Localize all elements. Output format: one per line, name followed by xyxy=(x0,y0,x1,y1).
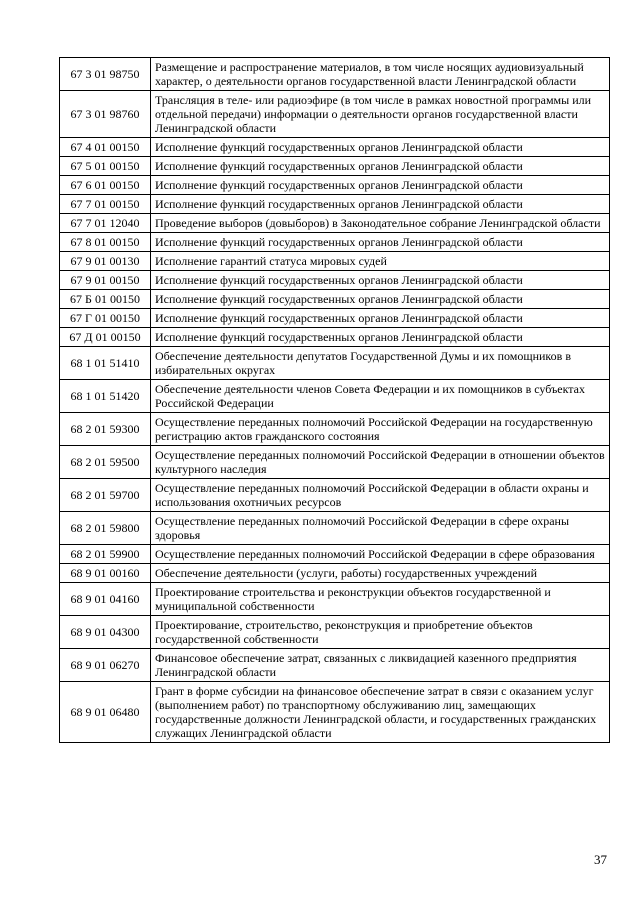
classification-code: 67 8 01 00150 xyxy=(60,233,151,252)
expense-description: Исполнение гарантий статуса мировых судей xyxy=(151,252,610,271)
classification-code: 67 7 01 00150 xyxy=(60,195,151,214)
classification-code: 68 2 01 59800 xyxy=(60,512,151,545)
classification-code: 68 2 01 59300 xyxy=(60,413,151,446)
expense-description: Проектирование, строительство, реконструкция и приобретение объектов государственной собственности xyxy=(151,616,610,649)
expense-description: Осуществление переданных полномочий Российской Федерации на государственную регистрацию актов гражданского состояния xyxy=(151,413,610,446)
classification-code: 68 9 01 00160 xyxy=(60,564,151,583)
table-row xyxy=(60,649,610,682)
expense-description: Осуществление переданных полномочий Российской Федерации в области охраны и использования охотничьих ресурсов xyxy=(151,479,610,512)
expense-description: Грант в форме субсидии на финансовое обеспечение затрат в связи с оказанием услуг (выполнением работ) по транспортному обслуживанию лиц, замещающих государственные должности Ленинградской области, и государственных гражданских служащих Ленинградской области xyxy=(151,682,610,743)
expense-description: Осуществление переданных полномочий Российской Федерации в отношении объектов культурного наследия xyxy=(151,446,610,479)
expense-description: Осуществление переданных полномочий Российской Федерации в сфере охраны здоровья xyxy=(151,512,610,545)
table-row xyxy=(60,214,610,233)
classification-code: 68 9 01 04300 xyxy=(60,616,151,649)
table-row xyxy=(60,91,610,138)
expense-description: Обеспечение деятельности (услуги, работы) государственных учреждений xyxy=(151,564,610,583)
table-row xyxy=(60,271,610,290)
classification-code: 68 1 01 51410 xyxy=(60,347,151,380)
expense-description: Исполнение функций государственных органов Ленинградской области xyxy=(151,157,610,176)
table-row xyxy=(60,309,610,328)
expense-description: Трансляция в теле- или радиоэфире (в том числе в рамках новостной программы или отдельной передачи) информации о деятельности органов государственной власти Ленинградской области xyxy=(151,91,610,138)
table-row xyxy=(60,583,610,616)
classification-code: 67 4 01 00150 xyxy=(60,138,151,157)
table-row xyxy=(60,545,610,564)
expense-description: Обеспечение деятельности депутатов Государственной Думы и их помощников в избирательных округах xyxy=(151,347,610,380)
table-row xyxy=(60,682,610,743)
classification-code: 68 2 01 59900 xyxy=(60,545,151,564)
table-row xyxy=(60,512,610,545)
table-row xyxy=(60,138,610,157)
expense-description: Размещение и распространение материалов, в том числе носящих аудиовизуальный характер, о деятельности органов государственной власти Ленинградской области xyxy=(151,58,610,91)
classification-code: 67 3 01 98760 xyxy=(60,91,151,138)
classification-code: 67 Б 01 00150 xyxy=(60,290,151,309)
table-row xyxy=(60,252,610,271)
expense-description: Исполнение функций государственных органов Ленинградской области xyxy=(151,233,610,252)
table-row xyxy=(60,233,610,252)
expense-description: Исполнение функций государственных органов Ленинградской области xyxy=(151,290,610,309)
classification-code: 67 7 01 12040 xyxy=(60,214,151,233)
expense-description: Проектирование строительства и реконструкции объектов государственной и муниципальной собственности xyxy=(151,583,610,616)
classification-code: 67 9 01 00150 xyxy=(60,271,151,290)
classification-code: 68 9 01 06270 xyxy=(60,649,151,682)
expense-description: Исполнение функций государственных органов Ленинградской области xyxy=(151,138,610,157)
classification-code: 67 Г 01 00150 xyxy=(60,309,151,328)
classification-code: 68 2 01 59500 xyxy=(60,446,151,479)
table-row xyxy=(60,564,610,583)
table-row xyxy=(60,380,610,413)
classification-code: 67 5 01 00150 xyxy=(60,157,151,176)
classification-code: 67 3 01 98750 xyxy=(60,58,151,91)
table-row xyxy=(60,479,610,512)
expense-description: Исполнение функций государственных органов Ленинградской области xyxy=(151,271,610,290)
classification-code: 68 9 01 04160 xyxy=(60,583,151,616)
expense-description: Обеспечение деятельности членов Совета Федерации и их помощников в субъектах Российской Федерации xyxy=(151,380,610,413)
page-number: 37 xyxy=(594,852,607,867)
table-row xyxy=(60,157,610,176)
table-row xyxy=(60,347,610,380)
table-row xyxy=(60,616,610,649)
table-row xyxy=(60,413,610,446)
table-row xyxy=(60,195,610,214)
classification-code: 68 1 01 51420 xyxy=(60,380,151,413)
table-row xyxy=(60,328,610,347)
expense-description: Осуществление переданных полномочий Российской Федерации в сфере образования xyxy=(151,545,610,564)
table-row xyxy=(60,176,610,195)
classification-code: 68 9 01 06480 xyxy=(60,682,151,743)
classification-code: 68 2 01 59700 xyxy=(60,479,151,512)
expense-description: Финансовое обеспечение затрат, связанных с ликвидацией казенного предприятия Ленинградской области xyxy=(151,649,610,682)
table-body xyxy=(60,58,610,743)
expense-description: Исполнение функций государственных органов Ленинградской области xyxy=(151,328,610,347)
expense-description: Исполнение функций государственных органов Ленинградской области xyxy=(151,309,610,328)
table-row xyxy=(60,58,610,91)
table-row xyxy=(60,446,610,479)
classification-code: 67 9 01 00130 xyxy=(60,252,151,271)
expense-description: Проведение выборов (довыборов) в Законодательное собрание Ленинградской области xyxy=(151,214,610,233)
expense-description: Исполнение функций государственных органов Ленинградской области xyxy=(151,176,610,195)
expense-description: Исполнение функций государственных органов Ленинградской области xyxy=(151,195,610,214)
classification-code: 67 6 01 00150 xyxy=(60,176,151,195)
classification-code: 67 Д 01 00150 xyxy=(60,328,151,347)
table-row xyxy=(60,290,610,309)
budget-codes-table xyxy=(59,57,610,743)
